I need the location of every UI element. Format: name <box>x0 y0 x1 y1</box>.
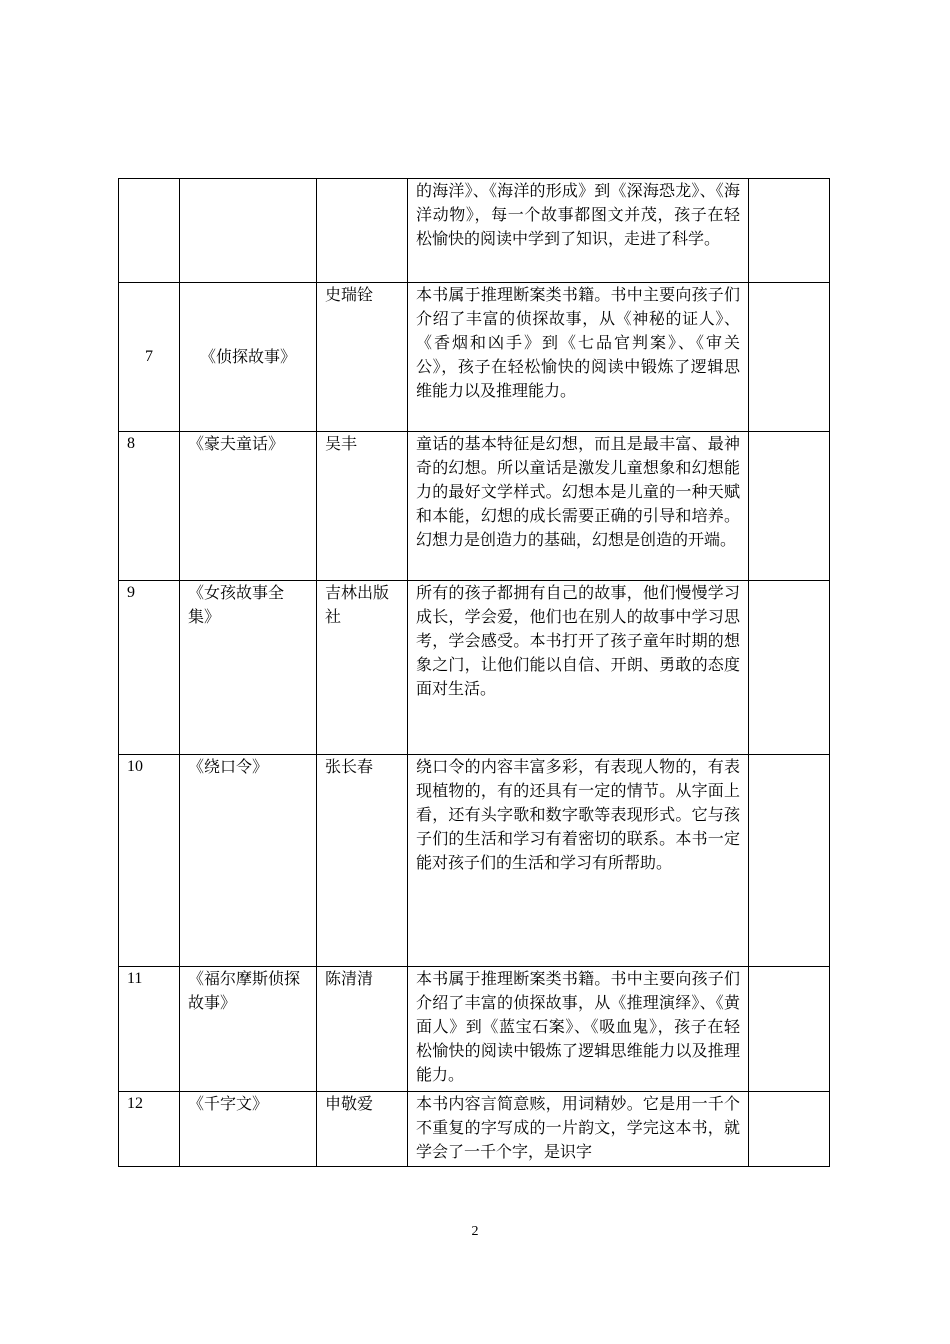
row-number: 12 <box>119 1092 180 1167</box>
book-author: 吴丰 <box>317 432 408 581</box>
book-title: 《千字文》 <box>180 1092 317 1167</box>
book-title: 《豪夫童话》 <box>180 432 317 581</box>
row-note <box>749 283 830 432</box>
page-number: 2 <box>471 1224 479 1239</box>
row-note <box>749 581 830 755</box>
book-author: 陈清清 <box>317 967 408 1092</box>
book-description: 绕口令的内容丰富多彩，有表现人物的，有表现植物的，有的还具有一定的情节。从字面上看，还有头字歌和数字歌等表现形式。它与孩子们的生活和学习有着密切的联系。本书一定能对孩子们的生活和学习有所帮助。 <box>408 755 749 967</box>
row-number: 10 <box>119 755 180 967</box>
row-number: 11 <box>119 967 180 1092</box>
row-note <box>749 432 830 581</box>
table-row <box>119 967 830 1092</box>
book-author: 吉林出版社 <box>317 581 408 755</box>
row-number <box>119 179 180 283</box>
row-number: 7 <box>119 283 180 432</box>
book-description: 本书内容言简意赅，用词精妙。它是用一千个不重复的字写成的一片韵文，学完这本书，就学会了一千个字，是识字 <box>408 1092 749 1167</box>
book-author <box>317 179 408 283</box>
book-description: 童话的基本特征是幻想，而且是最丰富、最神奇的幻想。所以童话是激发儿童想象和幻想能力的最好文学样式。幻想本是儿童的一种天赋和本能，幻想的成长需要正确的引导和培养。幻想力是创造力的基础，幻想是创造的开端。 <box>408 432 749 581</box>
table-row <box>119 581 830 755</box>
book-description: 的海洋》、《海洋的形成》到《深海恐龙》、《海洋动物》，每一个故事都图文并茂，孩子在轻松愉快的阅读中学到了知识，走进了科学。 <box>408 179 749 283</box>
row-note <box>749 179 830 283</box>
table-row <box>119 179 830 283</box>
book-title: 《侦探故事》 <box>180 283 317 432</box>
row-note <box>749 967 830 1092</box>
book-author: 张长春 <box>317 755 408 967</box>
table-row <box>119 755 830 967</box>
book-description: 本书属于推理断案类书籍。书中主要向孩子们介绍了丰富的侦探故事，从《神秘的证人》、《香烟和凶手》到《七品官判案》、《审关公》，孩子在轻松愉快的阅读中锻炼了逻辑思维能力以及推理能力。 <box>408 283 749 432</box>
row-note <box>749 1092 830 1167</box>
book-title <box>180 179 317 283</box>
book-description: 所有的孩子都拥有自己的故事，他们慢慢学习成长，学会爱，他们也在别人的故事中学习思考，学会感受。本书打开了孩子童年时期的想象之门，让他们能以自信、开朗、勇敢的态度面对生活。 <box>408 581 749 755</box>
book-title: 《女孩故事全集》 <box>180 581 317 755</box>
book-author: 史瑞铨 <box>317 283 408 432</box>
book-list-table <box>118 178 830 1167</box>
row-note <box>749 755 830 967</box>
book-title: 《绕口令》 <box>180 755 317 967</box>
table-row <box>119 283 830 432</box>
table-row <box>119 1092 830 1167</box>
book-description: 本书属于推理断案类书籍。书中主要向孩子们介绍了丰富的侦探故事，从《推理演绎》、《黄面人》到《蓝宝石案》、《吸血鬼》，孩子在轻松愉快的阅读中锻炼了逻辑思维能力以及推理能力。 <box>408 967 749 1092</box>
table-row <box>119 432 830 581</box>
row-number: 8 <box>119 432 180 581</box>
book-title: 《福尔摩斯侦探故事》 <box>180 967 317 1092</box>
row-number: 9 <box>119 581 180 755</box>
book-author: 申敬爱 <box>317 1092 408 1167</box>
